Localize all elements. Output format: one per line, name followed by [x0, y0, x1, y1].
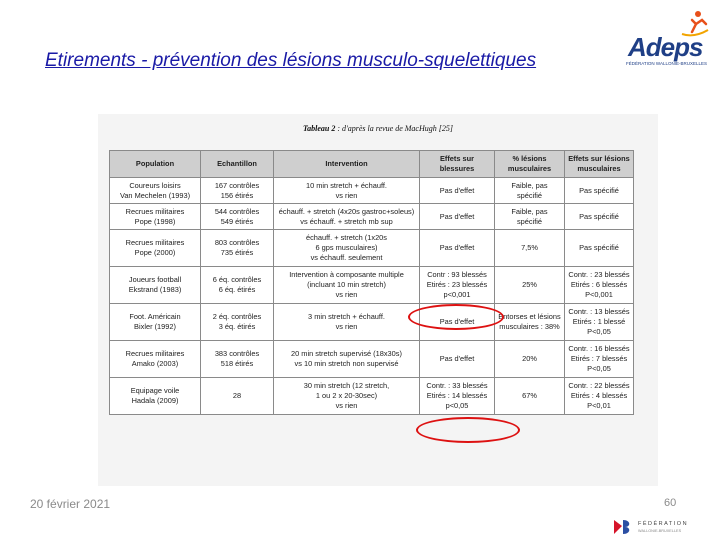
- cell-line: Intervention à composante multiple: [289, 270, 404, 280]
- table-header-row: [110, 151, 634, 178]
- cell-line: vs rien: [335, 190, 358, 200]
- table-cell-pct: [495, 230, 565, 267]
- cell-line: Faible, pas: [511, 180, 548, 190]
- table-cell-pct: [495, 204, 565, 230]
- table-cell-echantillon: [201, 178, 274, 204]
- cell-line: P<0,001: [585, 289, 613, 299]
- cell-line: Coureurs loisirs: [129, 180, 181, 190]
- table-cell-pct: [495, 267, 565, 304]
- cell-line: p<0,05: [445, 400, 469, 410]
- adeps-logo: [622, 8, 714, 72]
- table-cell-echantillon: [201, 341, 274, 378]
- federation-text: FÉDÉRATION: [638, 521, 689, 527]
- cell-line: Contr. : 16 blessés: [568, 344, 630, 354]
- table-row: [110, 230, 634, 267]
- cell-line: 549 étirés: [220, 216, 254, 226]
- cell-line: p<0,001: [443, 289, 471, 299]
- caption-rest: : d'après la revue de MacHugh [25]: [335, 124, 453, 133]
- cell-line: échauff. + stretch (4x20s gastroc+soleus): [278, 206, 415, 216]
- studies-table: [109, 150, 634, 415]
- cell-line: spécifié: [516, 216, 543, 226]
- cell-line: 167 contrôles: [214, 180, 260, 190]
- cell-line: Equipage voile: [130, 386, 180, 396]
- table-cell-effets: [420, 204, 495, 230]
- cell-line: Pas spécifié: [579, 185, 619, 195]
- table-cell-intervention: [274, 230, 420, 267]
- cell-line: Foot. Américain: [129, 312, 181, 322]
- caption-bold: Tableau 2: [303, 124, 336, 133]
- cell-line: (incluant 10 min stretch): [307, 280, 386, 290]
- cell-line: Faible, pas: [511, 206, 548, 216]
- table-cell-musc: [565, 230, 634, 267]
- cell-line: Ekstrand (1983): [128, 285, 182, 294]
- cell-line: Contr. : 13 blessés: [568, 307, 630, 317]
- table-cell-effets: [420, 378, 495, 415]
- federation-icon: [612, 516, 634, 538]
- cell-line: 25%: [522, 280, 537, 290]
- cell-line: vs rien: [335, 400, 358, 410]
- cell-line: 28: [232, 391, 242, 401]
- cell-line: vs 10 min stretch non supervisé: [294, 359, 399, 368]
- cell-line: 544 contrôles: [214, 206, 260, 216]
- table-cell-intervention: [274, 204, 420, 230]
- cell-line: vs échauff. seulement: [310, 252, 383, 262]
- table-cell-population: [110, 267, 201, 304]
- table-row: [110, 178, 634, 204]
- cell-line: P<0,05: [587, 363, 611, 373]
- header-effets-blessures: Effets sur blessures: [420, 151, 495, 178]
- table-body: [110, 178, 634, 415]
- cell-line: Etirés : 14 blessés: [426, 391, 488, 401]
- cell-line: 10 min stretch + échauff.: [305, 180, 387, 190]
- cell-line: 1 ou 2 x 20-30sec): [315, 391, 378, 401]
- cell-line: 7,5%: [521, 243, 538, 253]
- cell-line: Pope (2000): [134, 248, 176, 257]
- cell-line: 735 étirés: [220, 248, 254, 257]
- cell-line: Recrues militaires: [125, 206, 185, 216]
- header-effets-lesions: Effets sur lésions musculaires: [565, 151, 634, 178]
- table-cell-population: [110, 341, 201, 378]
- table-cell-population: [110, 178, 201, 204]
- cell-line: Etirés : 1 blessé: [572, 317, 626, 327]
- table-cell-musc: [565, 341, 634, 378]
- cell-line: Amako (2003): [131, 359, 179, 368]
- slide-title: Etirements - prévention des lésions musculo-squelettiques: [45, 50, 537, 71]
- cell-line: 67%: [522, 391, 537, 401]
- federation-subtitle: WALLONIE-BRUXELLES: [638, 529, 682, 533]
- cell-line: Recrues militaires: [125, 349, 185, 359]
- cell-line: 518 étirés: [220, 359, 254, 368]
- page-number: 60: [664, 497, 677, 509]
- cell-line: Contr. : 23 blessés: [568, 270, 630, 280]
- table-cell-echantillon: [201, 304, 274, 341]
- table-cell-population: [110, 204, 201, 230]
- table-cell-intervention: [274, 341, 420, 378]
- table-cell-effets: [420, 178, 495, 204]
- table-cell-intervention: [274, 267, 420, 304]
- highlight-ellipse-hadala: [416, 417, 520, 443]
- cell-line: Pas spécifié: [579, 211, 619, 221]
- cell-line: 20 min stretch supervisé (18x30s): [291, 349, 402, 359]
- cell-line: vs échauff. + stretch mb sup: [300, 216, 393, 226]
- cell-line: vs rien: [335, 289, 358, 299]
- federation-logo: [612, 516, 716, 538]
- table-cell-echantillon: [201, 230, 274, 267]
- cell-line: Contr : 93 blessés: [427, 270, 487, 280]
- cell-line: Etirés : 23 blessés: [426, 280, 488, 290]
- cell-line: 20%: [522, 354, 537, 364]
- table-caption: [98, 124, 658, 133]
- table-cell-musc: [565, 204, 634, 230]
- cell-line: 3 min stretch + échauff.: [308, 312, 385, 322]
- cell-line: Hadala (2009): [131, 396, 179, 405]
- table-row: [110, 204, 634, 230]
- header-echantillon: Echantillon: [201, 151, 274, 178]
- cell-line: 3 éq. étirés: [218, 322, 256, 331]
- table-row: [110, 267, 634, 304]
- table-cell-intervention: [274, 178, 420, 204]
- table-cell-pct: [495, 378, 565, 415]
- cell-line: Recrues militaires: [125, 238, 185, 248]
- table-cell-intervention: [274, 304, 420, 341]
- table-cell-intervention: [274, 378, 420, 415]
- cell-line: 803 contrôles: [214, 238, 260, 248]
- cell-line: 6 éq. contrôles: [212, 275, 262, 285]
- cell-line: Van Mechelen (1993): [119, 190, 191, 200]
- table-row: [110, 341, 634, 378]
- scanned-table-image: [98, 114, 658, 486]
- cell-line: Pas d'effet: [439, 317, 475, 327]
- cell-line: Bixler (1992): [134, 322, 176, 331]
- cell-line: musculaires : 38%: [499, 322, 560, 331]
- table-cell-pct: [495, 178, 565, 204]
- table-cell-population: [110, 304, 201, 341]
- table-cell-echantillon: [201, 204, 274, 230]
- cell-line: spécifié: [516, 190, 543, 200]
- cell-line: échauff. + stretch (1x20s: [305, 233, 387, 243]
- cell-line: 6 éq. étirés: [218, 285, 256, 294]
- cell-line: 30 min stretch (12 stretch,: [303, 381, 390, 391]
- cell-line: Contr. : 22 blessés: [568, 381, 630, 391]
- table-cell-echantillon: [201, 267, 274, 304]
- cell-line: Pas d'effet: [439, 354, 475, 364]
- table-cell-effets: [420, 230, 495, 267]
- cell-line: 383 contrôles: [214, 349, 260, 359]
- footer-date: 20 février 2021: [30, 497, 111, 511]
- cell-line: Etirés : 6 blessés: [570, 280, 628, 290]
- cell-line: Joueurs football: [128, 275, 182, 285]
- cell-line: Pas d'effet: [439, 185, 475, 195]
- table-cell-effets: [420, 341, 495, 378]
- cell-line: Entorses et lésions: [498, 312, 561, 322]
- table-cell-population: [110, 378, 201, 415]
- cell-line: Pas spécifié: [579, 243, 619, 253]
- table-cell-musc: [565, 178, 634, 204]
- table-row: [110, 304, 634, 341]
- cell-line: Etirés : 4 blessés: [570, 391, 628, 401]
- cell-line: vs rien: [335, 322, 358, 331]
- logo-subtitle: FÉDÉRATION WALLONIE-BRUXELLES: [626, 61, 708, 66]
- cell-line: 6 gps musculaires): [315, 243, 378, 253]
- cell-line: Contr. : 33 blessés: [426, 381, 488, 391]
- table-cell-pct: [495, 341, 565, 378]
- cell-line: Pas d'effet: [439, 211, 475, 221]
- cell-line: Etirés : 7 blessés: [570, 354, 628, 364]
- cell-line: Pas d'effet: [439, 243, 475, 253]
- cell-line: Pope (1998): [134, 216, 176, 226]
- cell-line: 2 éq. contrôles: [212, 312, 262, 322]
- cell-line: 156 étirés: [220, 190, 254, 200]
- header-intervention: Intervention: [274, 151, 420, 178]
- table-cell-musc: [565, 267, 634, 304]
- cell-line: P<0,05: [587, 326, 611, 336]
- table-cell-population: [110, 230, 201, 267]
- table-row: [110, 378, 634, 415]
- header-pct-lesions: % lésions musculaires: [495, 151, 565, 178]
- highlight-ellipse-ekstrand: [408, 304, 504, 330]
- table-cell-echantillon: [201, 378, 274, 415]
- table-cell-musc: [565, 378, 634, 415]
- header-population: Population: [110, 151, 201, 178]
- logo-word: Adeps: [628, 32, 703, 62]
- table-cell-musc: [565, 304, 634, 341]
- cell-line: P<0,01: [587, 400, 611, 410]
- table-cell-pct: [495, 304, 565, 341]
- table-cell-effets: [420, 267, 495, 304]
